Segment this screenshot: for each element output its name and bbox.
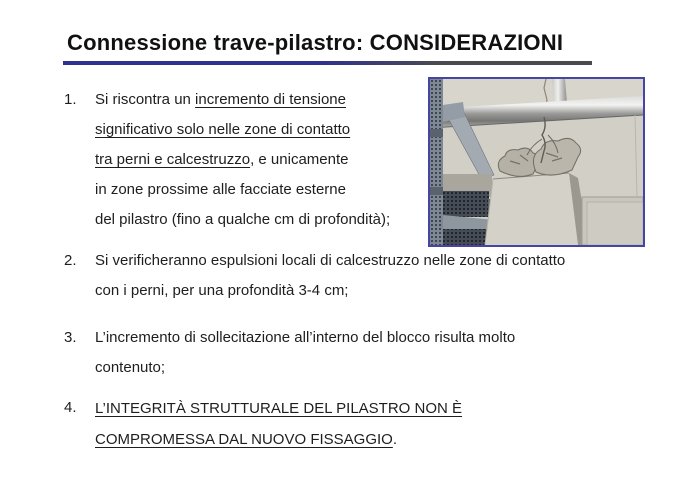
text-line — [95, 323, 515, 353]
list-item-4 — [64, 393, 462, 455]
beam-column-photo-graphic — [430, 79, 643, 245]
text-segment-underlined: L’INTEGRITÀ STRUTTURALE DEL PILASTRO NON È — [95, 400, 463, 417]
text-line — [95, 353, 515, 383]
text-segment: , e unicamente — [250, 151, 349, 168]
list-item-lines — [95, 393, 462, 455]
list-item-lines — [95, 246, 565, 306]
text-line — [95, 424, 462, 455]
beam-column-photo — [428, 77, 645, 247]
text-line — [95, 205, 390, 235]
text-segment: del pilastro (fino a qualche cm di profondità); — [95, 211, 391, 228]
title-underline-rule — [63, 61, 592, 65]
page-title: Connessione trave-pilastro: CONSIDERAZIONI — [67, 30, 564, 55]
text-segment: con i perni, per una profondità 3-4 cm; — [95, 282, 349, 299]
list-item-lines — [95, 85, 390, 235]
list-item-1 — [64, 85, 390, 235]
text-line — [95, 393, 462, 424]
text-segment-underlined: incremento di tensione — [195, 91, 346, 108]
text-segment-underlined: tra perni e calcestruzzo — [95, 151, 251, 168]
list-item-lines — [95, 323, 515, 383]
list-item-2 — [64, 246, 565, 306]
list-item-number: 1. — [64, 91, 77, 108]
text-segment: in zone prossime alle facciate esterne — [95, 181, 346, 198]
text-line — [95, 145, 390, 175]
text-line — [95, 115, 390, 145]
text-segment: Si riscontra un — [95, 91, 196, 108]
text-segment: contenuto; — [95, 359, 166, 376]
text-line — [95, 85, 390, 115]
text-segment: L’incremento di sollecitazione all’interno del blocco risulta molto — [95, 329, 516, 346]
list-item-3 — [64, 323, 515, 383]
list-item-number: 2. — [64, 252, 77, 269]
text-segment-underlined: significativo solo nelle zone di contatto — [95, 121, 351, 138]
list-item-number: 4. — [64, 399, 77, 416]
text-segment: Si verificheranno espulsioni locali di calcestruzzo nelle zone di contatto — [95, 252, 566, 269]
text-line — [95, 175, 390, 205]
text-line — [95, 276, 565, 306]
text-segment: . — [392, 431, 398, 448]
text-line — [95, 246, 565, 276]
text-segment-underlined: COMPROMESSA DAL NUOVO FISSAGGIO — [95, 431, 393, 448]
list-item-number: 3. — [64, 329, 77, 346]
